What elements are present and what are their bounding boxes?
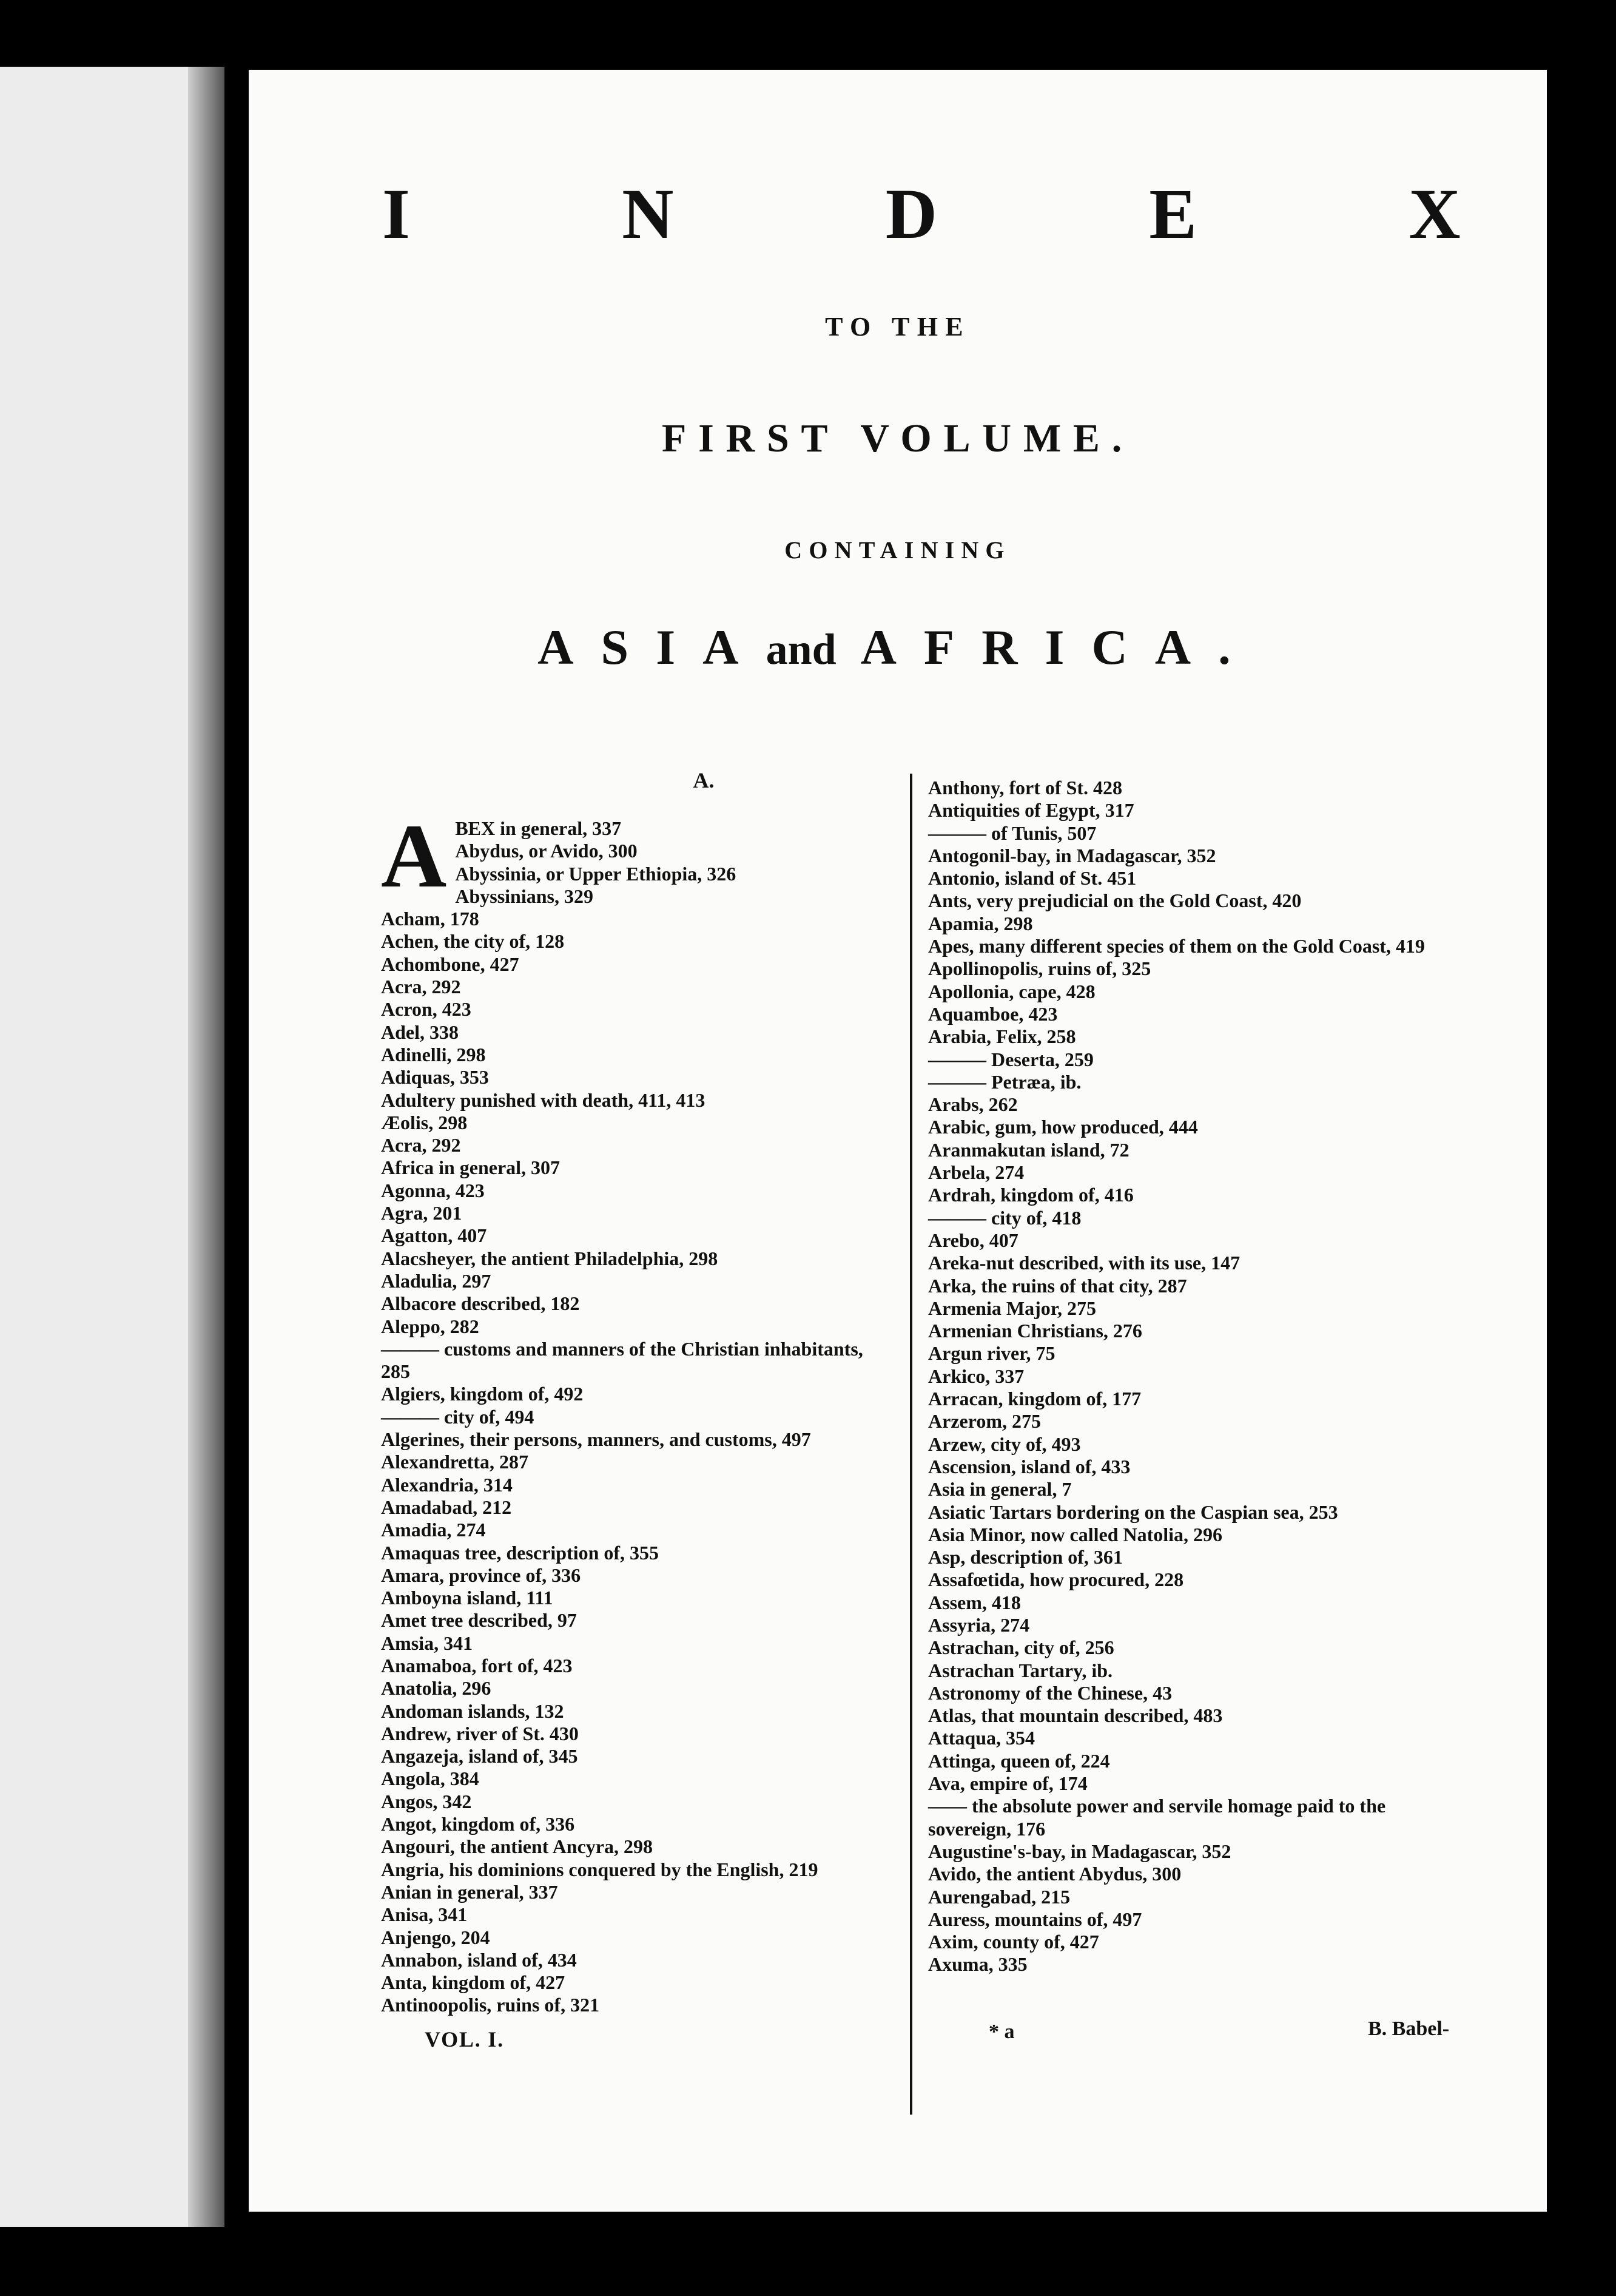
index-entry: Antiquities of Egypt, 317 bbox=[928, 799, 1134, 822]
index-entry: Alexandretta, 287 bbox=[381, 1451, 528, 1473]
index-entry: Apes, many different species of them on the Gold Coast, 419 bbox=[928, 935, 1425, 957]
index-entry: Antinoopolis, ruins of, 321 bbox=[381, 1994, 600, 2016]
section-letter-heading: A. bbox=[693, 768, 715, 792]
index-entry: Adiquas, 353 bbox=[381, 1066, 489, 1089]
index-entry: ——— of Tunis, 507 bbox=[928, 822, 1097, 844]
index-entry: Arebo, 407 bbox=[928, 1229, 1018, 1251]
volume-line: FIRST VOLUME. bbox=[661, 416, 1134, 461]
index-entry: Anatolia, 296 bbox=[381, 1677, 491, 1700]
catchword: B. Babel- bbox=[1368, 2017, 1450, 2040]
index-entry: ——— Petræa, ib. bbox=[928, 1070, 1082, 1093]
index-entry: Assem, 418 bbox=[928, 1591, 1021, 1613]
index-entry: Amet tree described, 97 bbox=[381, 1609, 577, 1632]
index-entry: ——— city of, 418 bbox=[928, 1206, 1082, 1229]
index-entry: Arzerom, 275 bbox=[928, 1410, 1041, 1433]
index-entry: Amara, province of, 336 bbox=[381, 1564, 581, 1586]
index-entry: —— the absolute power and servile homage paid to the bbox=[928, 1795, 1386, 1817]
index-entry: Atlas, that mountain described, 483 bbox=[928, 1704, 1223, 1727]
index-entry: Aurengabad, 215 bbox=[928, 1885, 1071, 1908]
index-entry: Astronomy of the Chinese, 43 bbox=[928, 1681, 1173, 1704]
index-entry: Anamaboa, fort of, 423 bbox=[381, 1654, 573, 1676]
index-entry: Axuma, 335 bbox=[928, 1953, 1028, 1976]
index-entry: Assafœtida, how procured, 228 bbox=[928, 1568, 1184, 1591]
index-entry: Ascension, island of, 433 bbox=[928, 1455, 1131, 1477]
index-entry: Acron, 423 bbox=[381, 998, 471, 1021]
index-entry: ——— customs and manners of the Christian inhabitants, bbox=[381, 1337, 863, 1360]
index-entry: Arabia, Felix, 258 bbox=[928, 1025, 1076, 1048]
index-entry: Apollinopolis, ruins of, 325 bbox=[928, 957, 1151, 980]
index-entry: Attaqua, 354 bbox=[928, 1727, 1035, 1749]
index-page bbox=[249, 70, 1547, 2212]
index-entry: Amadabad, 212 bbox=[381, 1496, 512, 1518]
index-entry: Algiers, kingdom of, 492 bbox=[381, 1383, 584, 1405]
index-entry: Agatton, 407 bbox=[381, 1224, 487, 1247]
index-entry: Arzew, city of, 493 bbox=[928, 1433, 1081, 1455]
index-entry: Amaquas tree, description of, 355 bbox=[381, 1541, 659, 1564]
index-entry: BEX in general, 337 bbox=[455, 817, 622, 839]
index-entry: Andrew, river of St. 430 bbox=[381, 1722, 579, 1744]
index-entry: Anian in general, 337 bbox=[381, 1880, 558, 1903]
title-letter: E bbox=[1149, 174, 1199, 254]
index-entry: Aranmakutan island, 72 bbox=[928, 1138, 1130, 1161]
continents-line bbox=[249, 619, 1547, 676]
index-entry: Alacsheyer, the antient Philadelphia, 298 bbox=[381, 1247, 718, 1269]
index-entry: Angot, kingdom of, 336 bbox=[381, 1813, 575, 1835]
asia-word: ASIA bbox=[537, 620, 766, 675]
index-entry: Angola, 384 bbox=[381, 1768, 479, 1790]
and-word: and bbox=[766, 625, 837, 674]
to-the-line: TO THE bbox=[825, 312, 971, 342]
drop-capital: A bbox=[381, 806, 447, 907]
index-entry: Ardrah, kingdom of, 416 bbox=[928, 1184, 1134, 1206]
index-entry: Amadia, 274 bbox=[381, 1519, 486, 1541]
index-entry: Ava, empire of, 174 bbox=[928, 1772, 1088, 1795]
index-entry: sovereign, 176 bbox=[928, 1817, 1046, 1840]
index-entry: Argun river, 75 bbox=[928, 1342, 1055, 1365]
index-entry: Asia Minor, now called Natolia, 296 bbox=[928, 1523, 1223, 1545]
index-entry: Asia in general, 7 bbox=[928, 1478, 1072, 1501]
signature-mark: * a bbox=[989, 2021, 1015, 2043]
index-entry: Angazeja, island of, 345 bbox=[381, 1745, 578, 1768]
index-entry: Alexandria, 314 bbox=[381, 1473, 513, 1496]
index-entry: Adultery punished with death, 411, 413 bbox=[381, 1089, 705, 1111]
title-letter: X bbox=[1409, 174, 1462, 254]
index-entry: 285 bbox=[381, 1360, 410, 1383]
right-column bbox=[928, 777, 1523, 1976]
index-entry: Axim, county of, 427 bbox=[928, 1931, 1099, 1953]
index-entry: Ants, very prejudicial on the Gold Coast, 420 bbox=[928, 890, 1302, 912]
index-entry: Amboyna island, 111 bbox=[381, 1587, 553, 1609]
index-entry: Æolis, 298 bbox=[381, 1111, 468, 1133]
index-entry: Anthony, fort of St. 428 bbox=[928, 777, 1123, 799]
index-entry: Apamia, 298 bbox=[928, 912, 1033, 934]
index-entry: Apollonia, cape, 428 bbox=[928, 980, 1096, 1002]
index-entry: Arka, the ruins of that city, 287 bbox=[928, 1274, 1187, 1297]
index-entry: Angouri, the antient Ancyra, 298 bbox=[381, 1835, 653, 1858]
index-entry: Asiatic Tartars bordering on the Caspian sea, 253 bbox=[928, 1501, 1338, 1523]
title-letter: I bbox=[382, 174, 412, 254]
index-entry: ——— Deserta, 259 bbox=[928, 1048, 1094, 1070]
index-entry: Auress, mountains of, 497 bbox=[928, 1908, 1142, 1930]
index-entry: Arabic, gum, how produced, 444 bbox=[928, 1116, 1198, 1138]
index-title bbox=[382, 173, 1462, 255]
index-entry: Adinelli, 298 bbox=[381, 1043, 486, 1065]
index-entry: Acra, 292 bbox=[381, 976, 461, 998]
index-entry: Amsia, 341 bbox=[381, 1632, 473, 1654]
index-entry: Achen, the city of, 128 bbox=[381, 930, 565, 953]
index-entry: Africa in general, 307 bbox=[381, 1156, 561, 1179]
index-entry: Abyssinians, 329 bbox=[455, 885, 593, 907]
index-entry: Albacore described, 182 bbox=[381, 1292, 580, 1315]
index-entry: Andoman islands, 132 bbox=[381, 1700, 564, 1722]
index-entry: Antonio, island of St. 451 bbox=[928, 867, 1137, 890]
index-entry: Arbela, 274 bbox=[928, 1161, 1025, 1184]
index-entry: Acra, 292 bbox=[381, 1134, 461, 1156]
index-entry: Achombone, 427 bbox=[381, 953, 519, 975]
index-entry: Anjengo, 204 bbox=[381, 1926, 490, 1948]
index-entry: Arabs, 262 bbox=[928, 1093, 1018, 1116]
index-entry: ——— city of, 494 bbox=[381, 1405, 534, 1428]
index-entry: Agonna, 423 bbox=[381, 1179, 485, 1201]
index-entry: Abyssinia, or Upper Ethiopia, 326 bbox=[455, 862, 736, 885]
index-entry: Acham, 178 bbox=[381, 908, 479, 930]
containing-line: CONTAINING bbox=[784, 536, 1011, 564]
index-entry: Antogonil-bay, in Madagascar, 352 bbox=[928, 844, 1216, 866]
index-entry: Attinga, queen of, 224 bbox=[928, 1749, 1110, 1772]
index-entry: Arracan, kingdom of, 177 bbox=[928, 1388, 1142, 1410]
page-gutter-shadow bbox=[188, 67, 224, 2227]
index-entry: Aladulia, 297 bbox=[381, 1269, 491, 1292]
index-entry: Asp, description of, 361 bbox=[928, 1546, 1123, 1568]
index-entry: Anisa, 341 bbox=[381, 1903, 468, 1926]
index-entry: Astrachan Tartary, ib. bbox=[928, 1659, 1113, 1681]
africa-word: AFRICA. bbox=[860, 620, 1258, 675]
index-entry: Armenian Christians, 276 bbox=[928, 1320, 1142, 1342]
volume-footer: VOL. I. bbox=[425, 2027, 504, 2051]
index-entry: Arkico, 337 bbox=[928, 1365, 1025, 1387]
index-entry: Angos, 342 bbox=[381, 1790, 472, 1812]
title-letter: D bbox=[885, 174, 939, 254]
index-entry: Algerines, their persons, manners, and customs, 497 bbox=[381, 1428, 811, 1451]
facing-page-edge bbox=[0, 67, 224, 2227]
index-entry: Areka-nut described, with its use, 147 bbox=[928, 1252, 1241, 1274]
index-entry: Armenia Major, 275 bbox=[928, 1297, 1096, 1319]
index-entry: Astrachan, city of, 256 bbox=[928, 1636, 1114, 1659]
index-entry: Augustine's-bay, in Madagascar, 352 bbox=[928, 1840, 1231, 1862]
index-entry: Agra, 201 bbox=[381, 1202, 462, 1224]
index-entry: Angria, his dominions conquered by the English, 219 bbox=[381, 1858, 818, 1880]
right-entry-list bbox=[928, 777, 1523, 1976]
index-entry: Aquamboe, 423 bbox=[928, 1002, 1058, 1025]
index-entry: Anta, kingdom of, 427 bbox=[381, 1971, 565, 1994]
index-entry: Avido, the antient Abydus, 300 bbox=[928, 1863, 1182, 1885]
index-entry: Annabon, island of, 434 bbox=[381, 1948, 577, 1971]
index-entry: Abydus, or Avido, 300 bbox=[455, 840, 638, 862]
index-entry: Aleppo, 282 bbox=[381, 1315, 479, 1337]
index-entry: Assyria, 274 bbox=[928, 1613, 1030, 1636]
index-entry: Adel, 338 bbox=[381, 1021, 459, 1043]
title-letter: N bbox=[622, 174, 675, 254]
